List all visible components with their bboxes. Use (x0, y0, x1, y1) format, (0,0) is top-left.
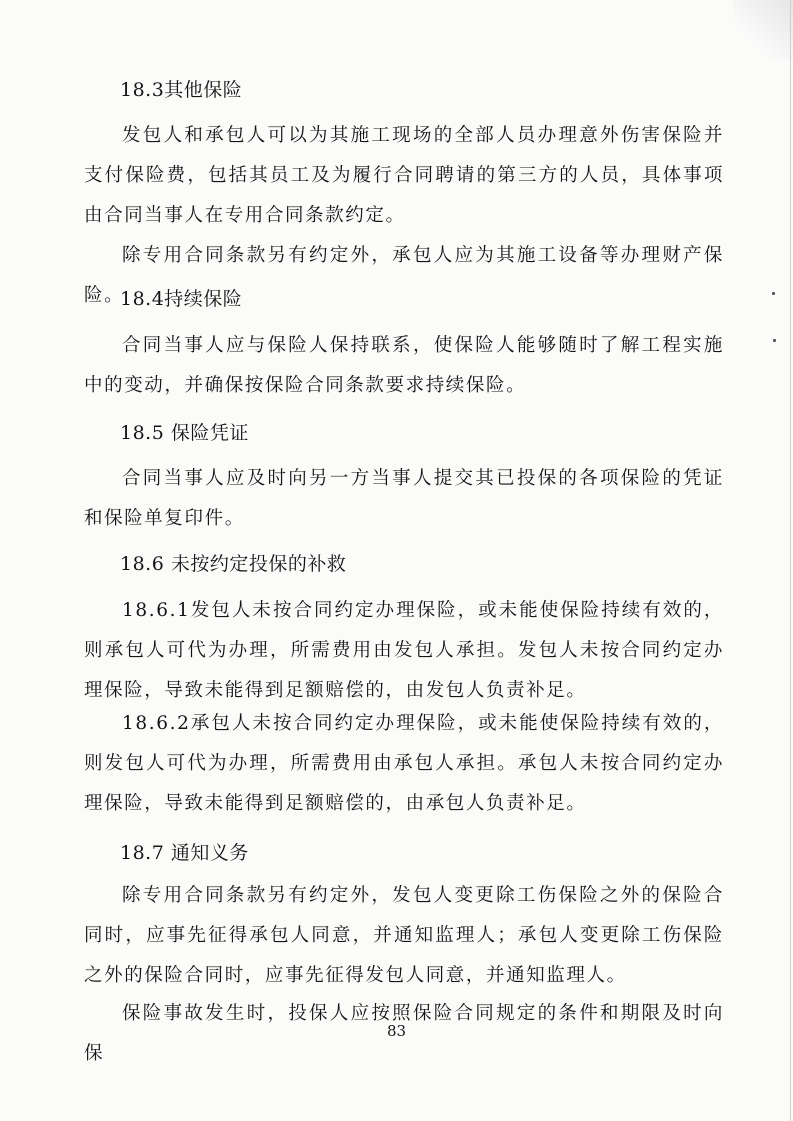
section-heading: 18.6 未按约定投保的补救 (120, 553, 347, 575)
paragraph: 18.6.2承包人未按合同约定办理保险，或未能使保险持续有效的，则发包人可代为办理，所需费用由承包人承担。承包人未按合同约定办理保险，导致未能得到足额赔偿的，由承包人负责补足。 (84, 713, 724, 814)
section-heading: 18.7 通知义务 (120, 842, 249, 864)
section-18-4-paragraph-1 (84, 326, 724, 406)
scan-speck (772, 292, 775, 295)
section-18-4 (84, 285, 724, 313)
paragraph: 18.6.1发包人未按合同约定办理保险，或未能使保险持续有效的，则承包人可代为办理，所需费用由发包人承担。发包人未按合同约定办理保险，导致未能得到足额赔偿的，由发包人负责补足。 (84, 600, 724, 701)
section-18-6-1-paragraph (84, 591, 724, 711)
section-18-5 (84, 419, 724, 447)
scan-speck (773, 339, 776, 342)
paragraph: 合同当事人应及时向另一方当事人提交其已投保的各项保险的凭证和保险单复印件。 (84, 468, 724, 529)
section-18-3-paragraph-1 (84, 116, 724, 236)
section-18-7 (84, 839, 724, 867)
paragraph: 合同当事人应与保险人保持联系，使保险人能够随时了解工程实施中的变动，并确保按保险合同条款要求持续保险。 (84, 335, 724, 396)
paragraph: 发包人和承包人可以为其施工现场的全部人员办理意外伤害保险并支付保险费，包括其员工及为履行合同聘请的第三方的人员，具体事项由合同当事人在专用合同条款约定。 (84, 125, 724, 226)
page-corner-shade (733, 0, 793, 60)
paragraph: 保险事故发生时，投保人应按照保险合同规定的条件和期限及时向保 (84, 1003, 724, 1064)
page-edge (790, 0, 791, 1121)
section-18-7-paragraph-1 (84, 876, 724, 996)
page-number: 83 (386, 1022, 407, 1040)
section-heading: 18.3其他保险 (120, 79, 243, 101)
section-18-5-paragraph-1 (84, 459, 724, 539)
section-18-6 (84, 550, 724, 578)
paragraph: 除专用合同条款另有约定外，发包人变更除工伤保险之外的保险合同时，应事先征得承包人同意，并通知监理人；承包人变更除工伤保险之外的保险合同时，应事先征得发包人同意，并通知监理人。 (84, 885, 724, 986)
section-heading: 18.4持续保险 (120, 288, 243, 310)
section-18-6-2-paragraph (84, 704, 724, 824)
section-heading: 18.5 保险凭证 (120, 422, 249, 444)
section-18-3 (84, 76, 724, 104)
paragraph: 除专用合同条款另有约定外，承包人应为其施工设备等办理财产保险。 (84, 245, 724, 306)
